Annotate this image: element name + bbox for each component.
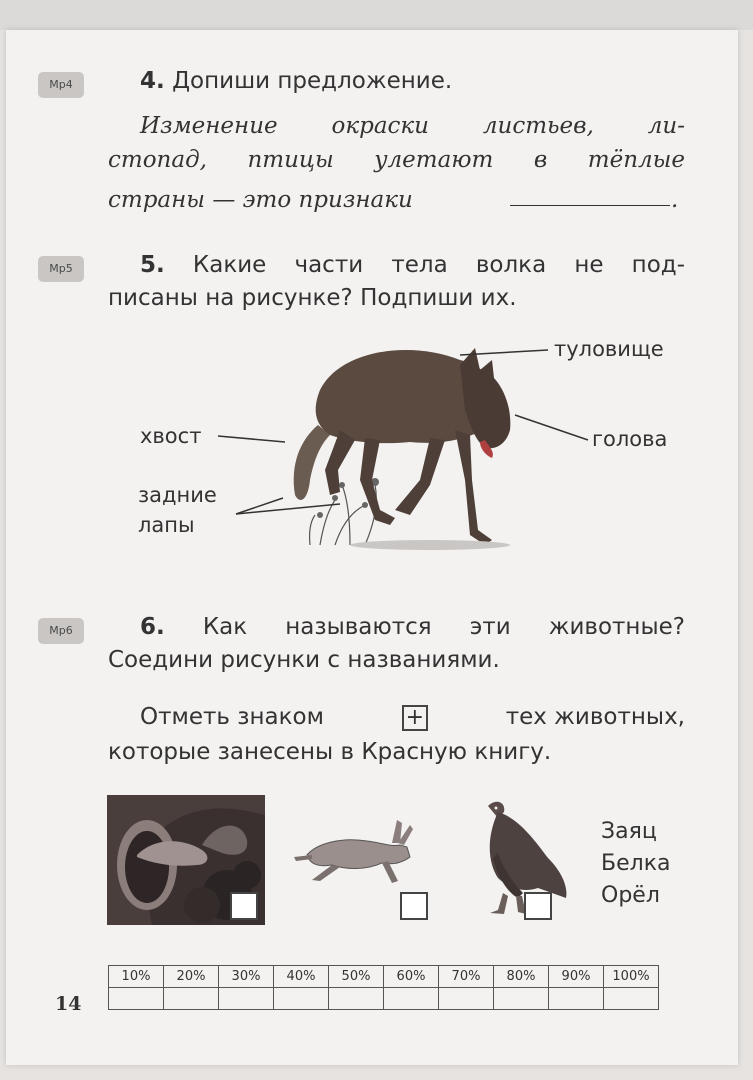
label-hind-legs-2: лапы — [138, 513, 195, 537]
progress-fill-cell[interactable] — [109, 988, 164, 1010]
task6-mark-line-1 — [140, 702, 685, 733]
progress-cell-label: 90% — [549, 966, 604, 988]
task4-number: 4. — [140, 68, 165, 94]
progress-cell-label: 30% — [219, 966, 274, 988]
page-number: 14 — [55, 993, 82, 1015]
self-assessment-progress-table — [108, 965, 659, 1010]
task5-title-line-2: писаны на рисунке? Подпиши их. — [108, 285, 517, 311]
progress-cell-label: 80% — [494, 966, 549, 988]
progress-fill-cell[interactable] — [164, 988, 219, 1010]
mark-text-before: Отметь знаком — [140, 704, 324, 730]
progress-fill-row — [109, 988, 659, 1010]
hare-picture — [292, 815, 422, 885]
progress-cell-label: 70% — [439, 966, 494, 988]
task5-badge: Мр5 — [38, 256, 84, 282]
task6-mark-line-2: которые занесены в Красную книгу. — [108, 739, 552, 765]
task4-line-3: страны — это признаки — [108, 187, 413, 213]
progress-fill-cell[interactable] — [604, 988, 659, 1010]
task6-number: 6. — [140, 614, 165, 640]
progress-fill-cell[interactable] — [494, 988, 549, 1010]
task6-title-line-2: Соедини рисунки с названиями. — [108, 647, 500, 673]
progress-fill-cell[interactable] — [439, 988, 494, 1010]
task5-title-text-1: Какие части тела волка не под- — [192, 252, 685, 278]
progress-header-row — [109, 966, 659, 988]
mark-text-after: тех животных, — [505, 704, 685, 730]
animal-names-list — [601, 816, 670, 912]
label-head: голова — [592, 427, 668, 451]
task4-end-period: . — [671, 187, 679, 213]
name-hare[interactable]: Заяц — [601, 819, 657, 844]
task5-number: 5. — [140, 252, 165, 278]
progress-cell-label: 100% — [604, 966, 659, 988]
progress-cell-label: 60% — [384, 966, 439, 988]
task4-line-1: Изменение окраски листьев, ли- — [140, 113, 685, 139]
plus-sign-box-icon: + — [402, 705, 428, 731]
progress-cell-label: 20% — [164, 966, 219, 988]
progress-cell-label: 50% — [329, 966, 384, 988]
progress-fill-cell[interactable] — [384, 988, 439, 1010]
label-body: туловище — [554, 337, 664, 361]
name-squirrel[interactable]: Белка — [601, 851, 671, 876]
progress-cell-label: 10% — [109, 966, 164, 988]
name-eagle[interactable]: Орёл — [601, 883, 660, 908]
task4-badge: Мр4 — [38, 72, 84, 98]
label-hind-legs-1: задние — [138, 483, 217, 507]
label-tail: хвост — [140, 424, 202, 448]
task4-title-text: Допиши предложение. — [172, 68, 453, 94]
eagle-picture — [468, 798, 572, 918]
progress-fill-cell[interactable] — [329, 988, 384, 1010]
red-book-checkbox-hare[interactable] — [400, 892, 428, 920]
red-book-checkbox-eagle[interactable] — [524, 892, 552, 920]
progress-cell-label: 40% — [274, 966, 329, 988]
task6-badge: Мр6 — [38, 618, 84, 644]
task4-line-2: стопад, птицы улетают в тёплые — [108, 147, 685, 173]
task6-title-text-1: Как называются эти животные? — [202, 614, 685, 640]
progress-fill-cell[interactable] — [274, 988, 329, 1010]
red-book-checkbox-squirrel[interactable] — [230, 892, 258, 920]
progress-fill-cell[interactable] — [549, 988, 604, 1010]
progress-fill-cell[interactable] — [219, 988, 274, 1010]
task6-title-line-1 — [140, 612, 685, 643]
